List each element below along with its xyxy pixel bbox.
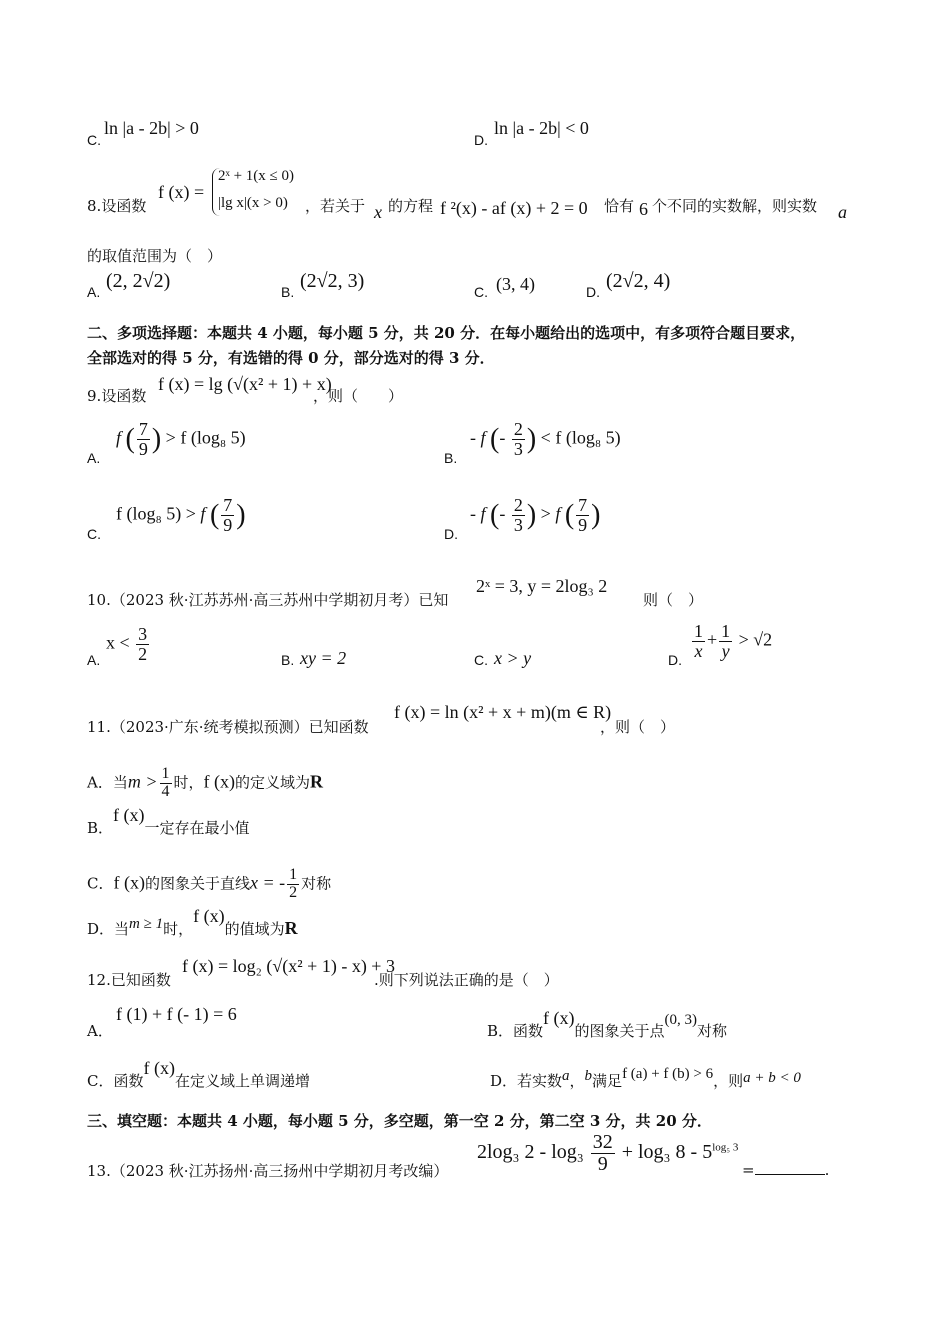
q8-stem	[87, 195, 146, 216]
q8-case2: |lg x|(x > 0)	[218, 195, 288, 211]
q11-d-fx: f (x)	[193, 906, 225, 926]
q9-option-c-expr: f (log₈ 5) > f ( $\frac{7}{9}$ )	[116, 495, 246, 535]
q9-lead: 设函数	[101, 387, 147, 405]
q13-num: 32	[592, 1131, 613, 1153]
q7-option-d-label: D.	[474, 132, 488, 148]
q12-b-end: 对称	[697, 1022, 728, 1040]
q11-d-mid: 时，	[163, 920, 194, 938]
q10-d-rhs: > √2	[738, 629, 773, 650]
q9-a-num: 7	[138, 419, 148, 439]
q9-c-num: 7	[223, 495, 233, 515]
q12-option-c	[87, 1058, 310, 1091]
q12-lead: 已知函数	[110, 971, 171, 989]
q7-option-c-label: C.	[87, 132, 101, 148]
q8-option-a-label: A.	[87, 284, 101, 300]
q12-d-mid: 满足	[592, 1072, 623, 1090]
q12-d-then: ，则	[713, 1072, 744, 1090]
q11-option-d	[87, 906, 298, 939]
q9-option-c-label: C.	[87, 526, 101, 542]
q11-c-mid: 的图象关于直线	[144, 874, 250, 893]
q11-d-cond: m ≥ 1	[129, 916, 164, 932]
q9-option-d-label: D.	[444, 526, 458, 542]
q13-expr	[477, 1132, 738, 1175]
q12-c-end: 在定义域上单调递增	[174, 1072, 310, 1090]
q9-option-d-expr: - f (- $\frac{2}{3}$ ) > f ( $\frac{7}{9}$ )	[470, 495, 601, 535]
q9-a-rhs: f (log₈ 5)	[180, 427, 246, 448]
q9-option-b-label: B.	[444, 450, 458, 466]
q8-mid3: 恰有	[604, 197, 635, 215]
q13-den: 9	[591, 1153, 615, 1175]
section3-line: 三、填空题：本题共 4 小题，每小题 5 分，多空题，第一空 2 分，第二空 3 分，共 20 分．	[87, 1112, 712, 1130]
q11-a-pre: A．当	[87, 773, 128, 792]
q9-b-den: 3	[513, 438, 523, 459]
q9-option-a-expr: f ( $\frac{7}{9}$ ) > f (log₈ 5)	[116, 419, 246, 459]
q12-tail: .则下列说法正确的是（ ）	[374, 971, 559, 989]
q9-a-den: 9	[138, 438, 148, 459]
q13-expr2: + log₃ 8 - 5	[621, 1141, 713, 1164]
section2-line1: 二、多项选择题：本题共 4 小题，每小题 5 分，共 20 分．在每小题给出的选项中，有多项符合题目要求，	[87, 324, 806, 342]
q11-tail: ，则（ ）	[600, 718, 676, 736]
q11-option-c	[87, 867, 331, 902]
q9-b-num: 2	[513, 419, 523, 439]
q8-func: f (x) =	[158, 182, 205, 202]
q11-a-den: 4	[161, 782, 170, 800]
q8-mid4: 个不同的实数解，则实数	[652, 197, 818, 215]
q9-option-b-expr: - f (- $\frac{2}{3}$ ) < f (log₈ 5)	[470, 419, 621, 459]
q11-stem	[87, 716, 369, 737]
q13-stem	[87, 1160, 448, 1181]
q13-answer: = .	[742, 1161, 830, 1179]
q11-a-end: 的定义域为	[235, 773, 311, 792]
q10-option-c-expr: x > y	[494, 648, 532, 668]
q10-option-b-label: B.	[281, 652, 295, 668]
q13-number: 13.	[87, 1162, 111, 1180]
q11-c-fx: f (x)	[113, 872, 145, 893]
q11-option-a	[87, 766, 323, 801]
q11-a-cond: m >	[127, 771, 158, 792]
q8-mid2: 的方程	[388, 197, 434, 215]
q12-d-concl: a + b < 0	[743, 1070, 801, 1086]
q11-c-den: 2	[289, 883, 298, 901]
q12-b-pre: B．函数	[487, 1022, 544, 1040]
q11-c-end: 对称	[301, 874, 332, 893]
q9-d-den: 3	[513, 514, 523, 535]
q10-option-a-label: A.	[87, 652, 101, 668]
q12-option-b	[487, 1008, 728, 1041]
q12-option-a-expr: f (1) + f (- 1) = 6	[116, 1004, 237, 1024]
q12-func: f (x) = log₂ (√(x² + 1) - x) + 3	[182, 956, 395, 976]
q11-b-pre: B．	[87, 819, 114, 837]
q9-d-num2: 7	[578, 495, 588, 515]
q9-d-num: 2	[513, 495, 523, 515]
q11-c-pre: C．	[87, 874, 114, 893]
q8-option-a-expr: (2, 2√2)	[106, 270, 171, 292]
q11-func: f (x) = ln (x² + x + m)(m ∈ R)	[394, 702, 612, 722]
q8-option-c-label: C.	[474, 284, 488, 300]
q10-stem	[87, 589, 448, 610]
q13-eq: =	[742, 1161, 755, 1179]
q8-option-b-expr: (2√2, 3)	[300, 270, 365, 292]
q11-b-end: 一定存在最小值	[144, 819, 250, 837]
q11-b-fx: f (x)	[113, 805, 145, 825]
q8-mid1: ，若关于	[305, 197, 366, 215]
q12-d-b: b	[584, 1068, 593, 1084]
q11-d-pre: D．当	[87, 920, 130, 938]
q10-option-d-label: D.	[668, 652, 682, 668]
q12-d-sep: ，	[569, 1072, 585, 1090]
q12-option-a-label: A．	[87, 1022, 113, 1040]
q13-answer-blank[interactable]	[755, 1160, 825, 1175]
q12-b-mid: 的图象关于点	[574, 1022, 665, 1040]
q9-stem	[87, 385, 146, 406]
q11-d-R: R	[284, 918, 298, 938]
q11-d-end: 的值域为	[224, 920, 285, 938]
q9-func: f (x) = lg (√(x² + 1) + x)	[158, 374, 332, 394]
q11-a-post: 时，	[173, 773, 204, 792]
q8-var-x: x	[374, 202, 382, 222]
q8-line2: 的取值范围为（ ）	[87, 247, 223, 265]
q9-c-den: 9	[223, 514, 233, 535]
q8-option-d-expr: (2√2, 4)	[606, 270, 671, 292]
q10-d-num2: 1	[721, 621, 731, 641]
q12-option-d	[490, 1066, 801, 1091]
q11-c-num: 1	[289, 866, 298, 883]
q10-d-den1: x	[692, 641, 705, 661]
q10-a-den: 2	[138, 643, 148, 664]
q12-d-a: a	[562, 1068, 570, 1084]
q12-stem	[87, 969, 171, 990]
q11-option-b	[87, 805, 250, 838]
q9-number: 9.	[87, 387, 102, 405]
q12-d-cond: f (a) + f (b) > 6	[622, 1066, 714, 1082]
q10-d-num1: 1	[694, 621, 703, 641]
q10-a-num: 3	[138, 624, 148, 644]
q10-a-lhs: x <	[106, 632, 130, 653]
q7-option-d-expr: ln |a - 2b| < 0	[494, 118, 589, 138]
q10-tail: 则（ ）	[643, 591, 704, 609]
q12-number: 12.	[87, 971, 111, 989]
q10-d-den2: y	[719, 641, 732, 661]
q13-source: （2023 秋·江苏扬州·高三扬州中学期初月考改编）	[110, 1162, 449, 1180]
q11-a-num: 1	[161, 765, 170, 782]
q12-b-fx: f (x)	[543, 1008, 575, 1028]
q8-option-d-label: D.	[586, 284, 600, 300]
q12-c-pre: C．函数	[87, 1072, 144, 1090]
q11-number: 11.	[87, 718, 111, 736]
q13-exp: log₅ 3	[712, 1141, 739, 1154]
q12-b-pt: (0, 3)	[664, 1012, 698, 1028]
q10-source: （2023 秋·江苏苏州·高三苏州中学期初月考）已知	[110, 591, 449, 609]
section2-line2: 全部选对的得 5 分，有选错的得 0 分，部分选对的得 3 分．	[87, 349, 495, 367]
q10-option-c-label: C.	[474, 652, 488, 668]
q11-a-fx: f (x)	[203, 771, 235, 792]
q10-option-d-expr: $\frac{1}{x}$ + $\frac{1}{y}$ > √2	[694, 621, 773, 661]
q8-lead: 设函数	[101, 197, 147, 215]
q10-option-b-expr: xy = 2	[300, 648, 347, 668]
q12-c-fx: f (x)	[143, 1058, 175, 1078]
q8-case1: 2ˣ + 1(x ≤ 0)	[218, 168, 295, 184]
q8-equation: f ²(x) - af (x) + 2 = 0	[440, 198, 588, 218]
q9-tail: ，则（ ）	[313, 387, 404, 405]
q9-option-a-label: A.	[87, 450, 101, 466]
q8-var-a: a	[838, 202, 847, 222]
q9-c-lhs: f (log₈ 5)	[116, 503, 182, 524]
q10-number: 10.	[87, 591, 111, 609]
q7-option-c-expr: ln |a - 2b| > 0	[104, 118, 199, 138]
q13-expr1: 2log₃ 2 - log₃	[477, 1141, 584, 1164]
q11-c-eq: x = -	[249, 872, 286, 893]
q8-number: 8.	[87, 197, 102, 215]
q8-option-c-expr: (3, 4)	[496, 274, 535, 294]
q10-cond: 2ˣ = 3, y = 2log₃ 2	[476, 576, 608, 596]
q10-option-a-expr	[106, 625, 151, 664]
q12-d-pre: D．若实数	[490, 1072, 563, 1090]
q9-b-rhs: f (log₈ 5)	[555, 427, 621, 448]
q11-a-R: R	[310, 771, 324, 792]
q8-option-b-label: B.	[281, 284, 295, 300]
q8-count: 6	[639, 199, 648, 219]
q11-source: （2023·广东·统考模拟预测）已知函数	[110, 718, 369, 736]
q9-d-den2: 9	[578, 514, 588, 535]
